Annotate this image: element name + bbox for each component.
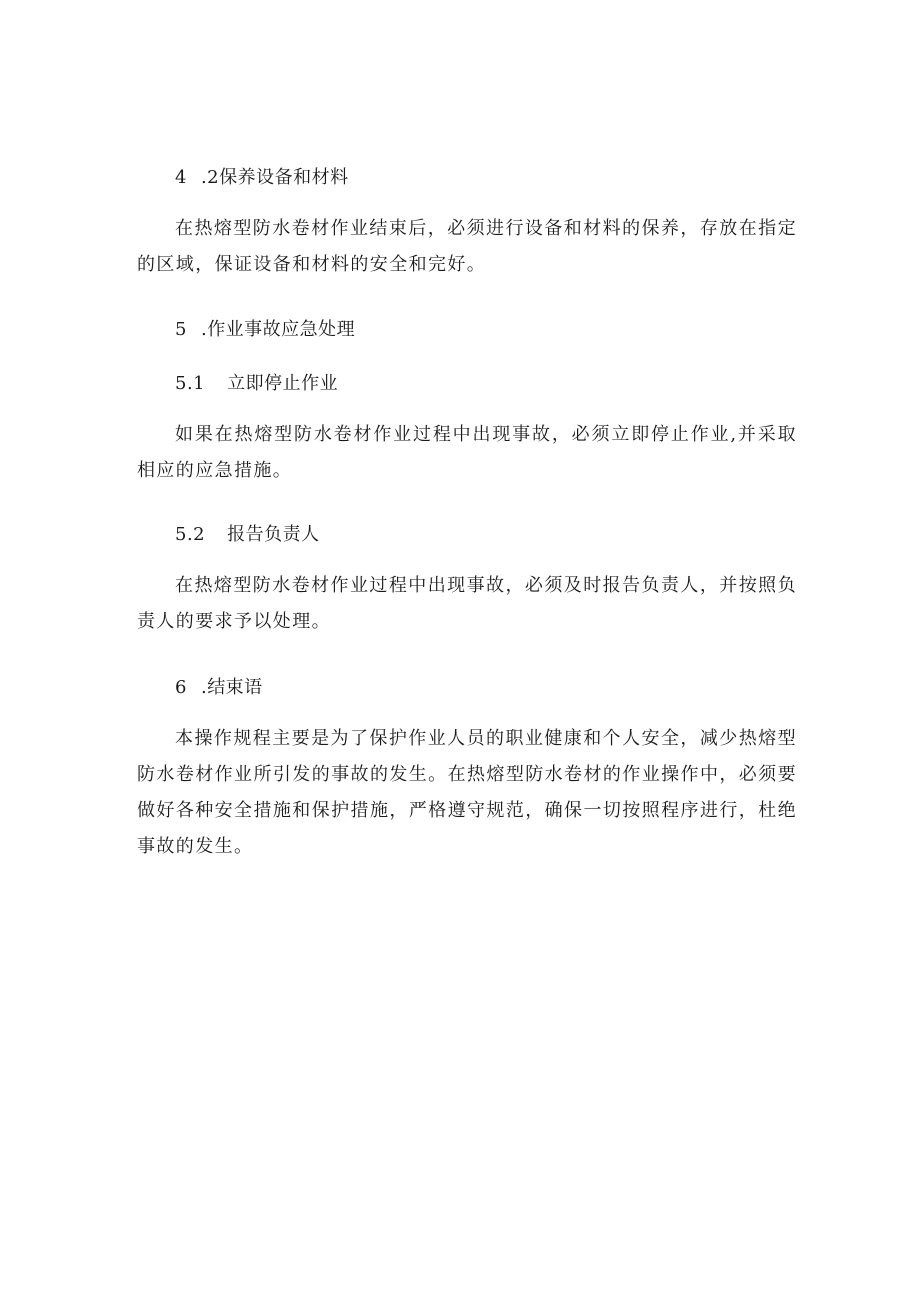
heading-number: 5.2 bbox=[175, 524, 206, 545]
heading-number: 5 bbox=[175, 319, 187, 340]
paragraph-5-1: 如果在热熔型防水卷材作业过程中出现事故，必须立即停止作业,并采取相应的应急措施。 bbox=[137, 424, 797, 481]
paragraph-5-2: 在热熔型防水卷材作业过程中出现事故，必须及时报告负责人，并按照负责人的要求予以处理。 bbox=[137, 575, 797, 632]
heading-number: 6 bbox=[175, 677, 187, 698]
heading-6 bbox=[175, 676, 263, 700]
heading-title: 结束语 bbox=[207, 677, 263, 698]
paragraph-6: 本操作规程主要是为了保护作业人员的职业健康和个人安全，减少热熔型防水卷材作业所引发的事故的发生。在热熔型防水卷材的作业操作中，必须要做好各种安全措施和保护措施，严格遵守规范，确保一切按照程序进行，杜绝事故的发生。 bbox=[137, 728, 797, 857]
heading-suffix: . bbox=[200, 677, 208, 698]
heading-number: 4 bbox=[175, 167, 187, 188]
heading-5 bbox=[175, 318, 355, 342]
heading-suffix: .2 bbox=[200, 167, 220, 188]
heading-4-2 bbox=[175, 166, 349, 190]
heading-number: 5.1 bbox=[175, 373, 206, 394]
heading-title: 作业事故应急处理 bbox=[207, 319, 356, 340]
heading-title: 保养设备和材料 bbox=[219, 167, 349, 188]
heading-title: 立即停止作业 bbox=[227, 373, 339, 394]
heading-5-2 bbox=[175, 523, 320, 547]
paragraph-4-2: 在热熔型防水卷材作业结束后，必须进行设备和材料的保养，存放在指定的区域，保证设备和材料的安全和完好。 bbox=[137, 218, 797, 275]
heading-title: 报告负责人 bbox=[227, 524, 320, 545]
heading-5-1 bbox=[175, 372, 338, 396]
heading-suffix: . bbox=[200, 319, 208, 340]
